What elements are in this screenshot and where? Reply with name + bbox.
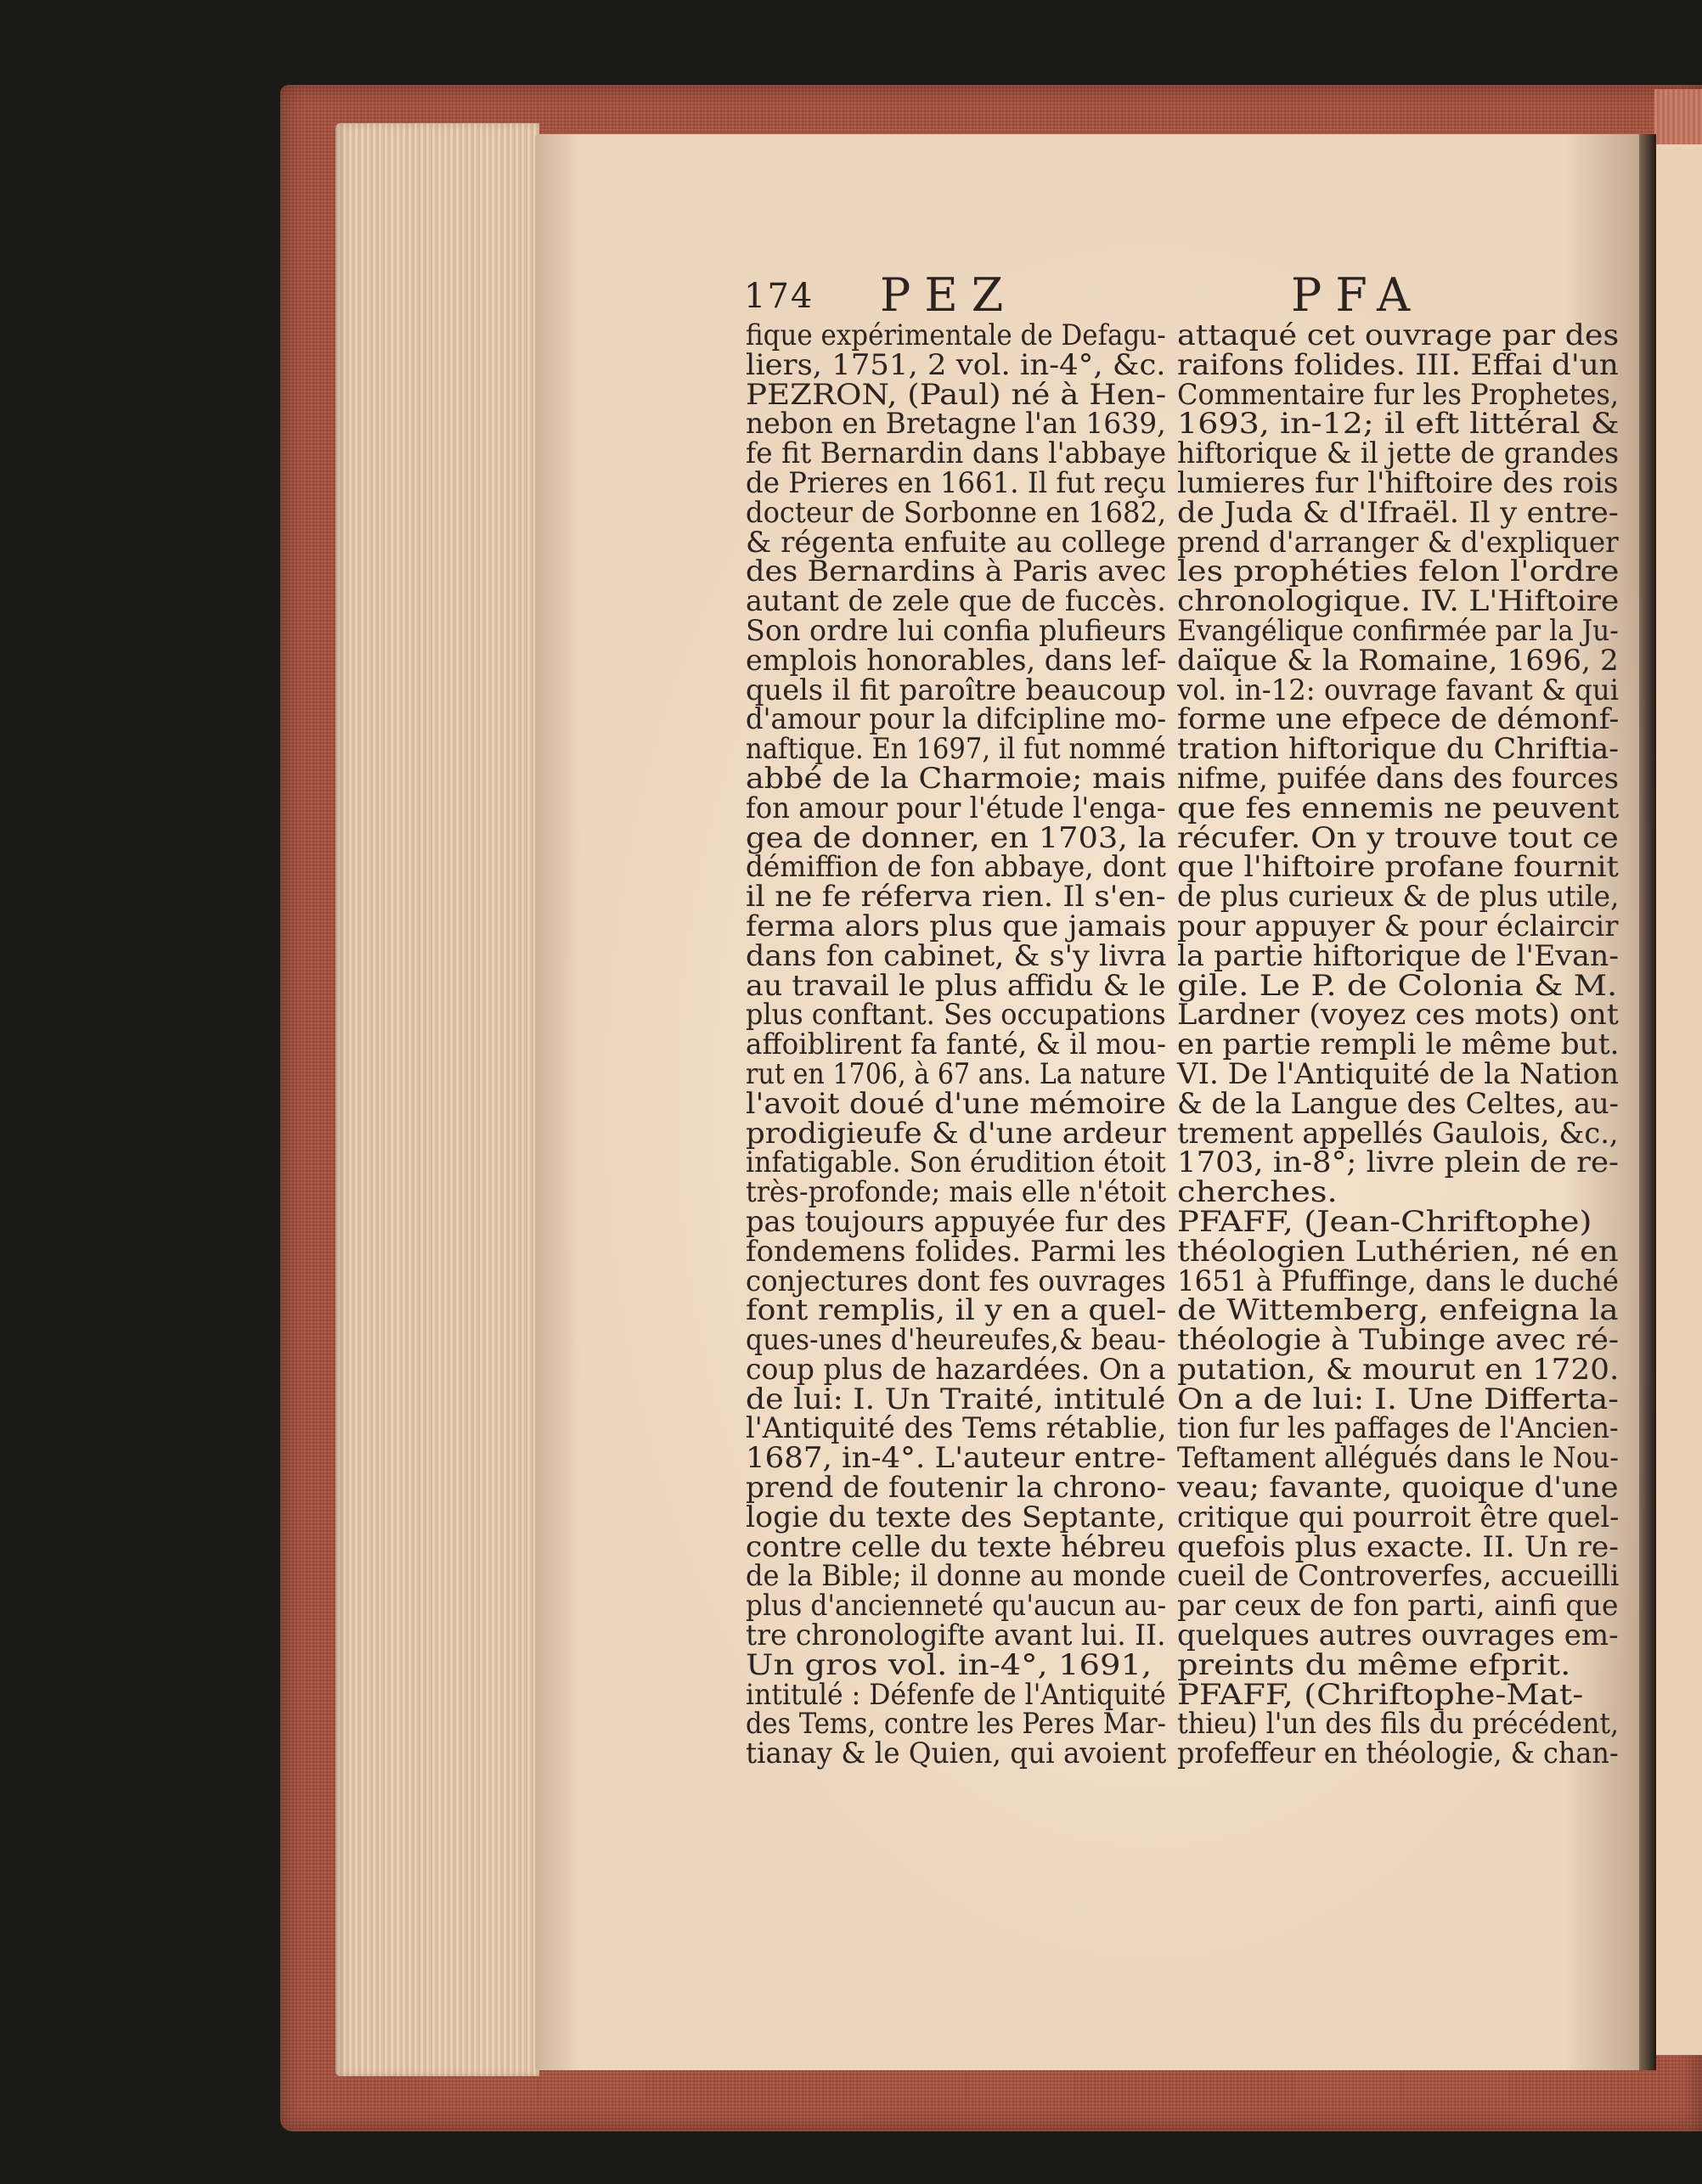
text-line: théologien Luthérien, né en bbox=[1177, 1234, 1619, 1268]
text-line: 1703, in-8°; livre plein de re- bbox=[1177, 1145, 1620, 1179]
text-line: profeffeur en théologie, & chan- bbox=[1177, 1737, 1619, 1770]
text-line: font remplis, il y en a quel- bbox=[746, 1293, 1167, 1327]
text-line: On a de lui: I. Une Differta- bbox=[1177, 1382, 1619, 1416]
text-line: tre chronologifte avant lui. II. bbox=[746, 1618, 1166, 1652]
text-line: PEZRON, (Paul) né à Hen- bbox=[746, 377, 1167, 411]
text-line: de la Bible; il donne au monde bbox=[746, 1559, 1166, 1593]
text-line: intitulé : Défenfe de l'Antiquité bbox=[746, 1677, 1166, 1711]
text-line: dans fon cabinet, & s'y livra bbox=[746, 938, 1167, 972]
text-line: attaqué cet ouvrage par des bbox=[1177, 318, 1620, 352]
text-line: Son ordre lui confia plufieurs bbox=[746, 613, 1167, 647]
text-line: gea de donner, en 1703, la bbox=[746, 820, 1167, 854]
text-line: très-profonde; mais elle n'étoit bbox=[746, 1175, 1167, 1209]
running-head-right: PFA bbox=[1291, 268, 1424, 322]
text-column-left bbox=[746, 318, 1167, 1770]
text-line: & de la Langue des Celtes, au- bbox=[1177, 1086, 1619, 1120]
text-line: naftique. En 1697, il fut nommé bbox=[746, 732, 1166, 766]
text-line: prend d'arranger & d'expliquer bbox=[1177, 525, 1619, 559]
text-line: des Bernardins à Paris avec bbox=[746, 554, 1167, 588]
text-line: Commentaire fur les Prophetes, bbox=[1177, 377, 1620, 411]
text-line: cueil de Controverfes, accueilli bbox=[1177, 1559, 1620, 1593]
text-line: hiftorique & il jette de grandes bbox=[1177, 436, 1620, 470]
text-line: nifme, puifée dans des fources bbox=[1177, 761, 1619, 795]
text-line: 1693, in-12; il eft littéral & bbox=[1177, 407, 1620, 441]
text-line: 1687, in-4°. L'auteur entre- bbox=[746, 1441, 1167, 1475]
text-line: liers, 1751, 2 vol. in-4°, &c. bbox=[746, 347, 1166, 381]
text-line: quels il fit paroître beaucoup bbox=[746, 673, 1166, 706]
text-line: contre celle du texte hébreu bbox=[746, 1529, 1166, 1563]
text-line: Evangélique confirmée par la Ju- bbox=[1177, 613, 1619, 647]
text-line: VI. De l'Antiquité de la Nation bbox=[1177, 1056, 1620, 1090]
text-line: gile. Le P. de Colonia & M. bbox=[1177, 968, 1618, 1002]
text-line: raifons folides. III. Effai d'un bbox=[1177, 347, 1619, 381]
text-line: coup plus de hazardées. On a bbox=[746, 1352, 1166, 1386]
text-line: daïque & la Romaine, 1696, 2 bbox=[1177, 643, 1619, 677]
text-line: abbé de la Charmoie; mais bbox=[746, 761, 1166, 795]
text-line: chronologique. IV. L'Hiftoire bbox=[1177, 584, 1620, 618]
page-number: 174 bbox=[744, 277, 814, 316]
text-line: prodigieufe & d'une ardeur bbox=[746, 1116, 1166, 1150]
text-line: fondemens folides. Parmi les bbox=[746, 1234, 1167, 1268]
text-line: tion fur les paffages de l'Ancien- bbox=[1177, 1411, 1619, 1445]
text-line: de Juda & d'Ifraël. Il y entre- bbox=[1177, 495, 1619, 529]
text-line: emplois honorables, dans lef- bbox=[746, 643, 1167, 677]
text-line: les prophéties felon l'ordre bbox=[1177, 554, 1620, 588]
text-line: Un gros vol. in-4°, 1691, bbox=[746, 1647, 1153, 1681]
text-line: lumieres fur l'hiftoire des rois bbox=[1177, 465, 1619, 499]
text-line: ferma alors plus que jamais bbox=[746, 909, 1167, 943]
text-line: PFAFF, (Jean-Chriftophe) bbox=[1177, 1204, 1592, 1238]
running-head-left: PEZ bbox=[880, 268, 1017, 322]
text-line: nebon en Bretagne l'an 1639, bbox=[746, 407, 1166, 441]
text-line: que l'hiftoire profane fournit bbox=[1177, 850, 1619, 884]
text-line: trement appellés Gaulois, &c., bbox=[1177, 1116, 1619, 1150]
text-line: en partie rempli le même but. bbox=[1177, 1027, 1620, 1061]
text-line: il ne fe réferva rien. Il s'en- bbox=[746, 880, 1166, 914]
text-line: l'avoit doué d'une mémoire bbox=[746, 1086, 1166, 1120]
text-line: infatigable. Son érudition étoit bbox=[746, 1145, 1166, 1179]
text-line: ques-unes d'heureufes,& beau- bbox=[746, 1323, 1166, 1357]
text-line: preints du même efprit. bbox=[1177, 1647, 1571, 1681]
text-line: cherches. bbox=[1177, 1175, 1338, 1209]
text-line: démiffion de fon abbaye, dont bbox=[746, 850, 1166, 884]
text-line: forme une efpece de démonf- bbox=[1177, 702, 1620, 736]
running-head bbox=[0, 268, 1702, 324]
text-line: Teftament allégués dans le Nou- bbox=[1177, 1441, 1619, 1475]
text-line: tianay & le Quien, qui avoient bbox=[746, 1737, 1167, 1770]
text-line: pas toujours appuyée fur des bbox=[746, 1204, 1167, 1238]
text-line: au travail le plus affidu & le bbox=[746, 968, 1166, 1002]
text-line: autant de zele que de fuccès. bbox=[746, 584, 1166, 618]
text-line: fe fit Bernardin dans l'abbaye bbox=[746, 436, 1167, 470]
text-line: récufer. On y trouve tout ce bbox=[1177, 820, 1619, 854]
page-block-fore-edge bbox=[335, 123, 539, 2076]
text-line: plus d'ancienneté qu'aucun au- bbox=[746, 1589, 1167, 1623]
text-line: fique expérimentale de Defagu- bbox=[746, 318, 1166, 352]
text-line: rut en 1706, à 67 ans. La nature bbox=[746, 1056, 1166, 1090]
text-line: critique qui pourroit être quel- bbox=[1177, 1500, 1620, 1534]
text-line: logie du texte des Septante, bbox=[746, 1500, 1166, 1534]
text-line: conjectures dont fes ouvrages bbox=[746, 1264, 1166, 1297]
text-line: plus conftant. Ses occupations bbox=[746, 998, 1166, 1032]
text-line: prend de foutenir la chrono- bbox=[746, 1471, 1167, 1505]
text-line: veau; favante, quoique d'une bbox=[1177, 1471, 1619, 1505]
text-line: quefois plus exacte. II. Un re- bbox=[1177, 1529, 1619, 1563]
text-line: & régenta enfuite au college bbox=[746, 525, 1166, 559]
text-line: thieu) l'un des fils du précédent, bbox=[1177, 1707, 1620, 1741]
text-line: l'Antiquité des Tems rétablie, bbox=[746, 1411, 1167, 1445]
text-line: docteur de Sorbonne en 1682, bbox=[746, 495, 1167, 529]
text-line: pour appuyer & pour éclaircir bbox=[1177, 909, 1619, 943]
text-line: fon amour pour l'étude l'enga- bbox=[746, 791, 1166, 825]
text-line: d'amour pour la difcipline mo- bbox=[746, 702, 1167, 736]
text-line: de lui: I. Un Traité, intitulé bbox=[746, 1382, 1166, 1416]
text-line: de Prieres en 1661. Il fut reçu bbox=[746, 465, 1167, 499]
text-line: PFAFF, (Chriftophe-Mat- bbox=[1177, 1677, 1584, 1711]
text-line: des Tems, contre les Peres Mar- bbox=[746, 1707, 1166, 1741]
text-line: vol. in-12: ouvrage favant & qui bbox=[1177, 673, 1620, 706]
text-line: tration hiftorique du Chriftia- bbox=[1177, 732, 1620, 766]
text-line: que fes ennemis ne peuvent bbox=[1177, 791, 1620, 825]
text-line: de Wittemberg, enfeigna la bbox=[1177, 1293, 1619, 1327]
text-line: par ceux de fon parti, ainfi que bbox=[1177, 1589, 1619, 1623]
text-column-right bbox=[1177, 318, 1620, 1770]
text-line: Lardner (voyez ces mots) ont bbox=[1177, 998, 1619, 1032]
text-line: 1651 à Pfuffinge, dans le duché bbox=[1177, 1264, 1619, 1297]
text-line: la partie hiftorique de l'Evan- bbox=[1177, 938, 1620, 972]
text-line: théologie à Tubinge avec ré- bbox=[1177, 1323, 1620, 1357]
text-line: affoiblirent fa fanté, & il mou- bbox=[746, 1027, 1166, 1061]
text-line: de plus curieux & de plus utile, bbox=[1177, 880, 1620, 914]
text-line: putation, & mourut en 1720. bbox=[1177, 1352, 1620, 1386]
text-line: quelques autres ouvrages em- bbox=[1177, 1618, 1619, 1652]
